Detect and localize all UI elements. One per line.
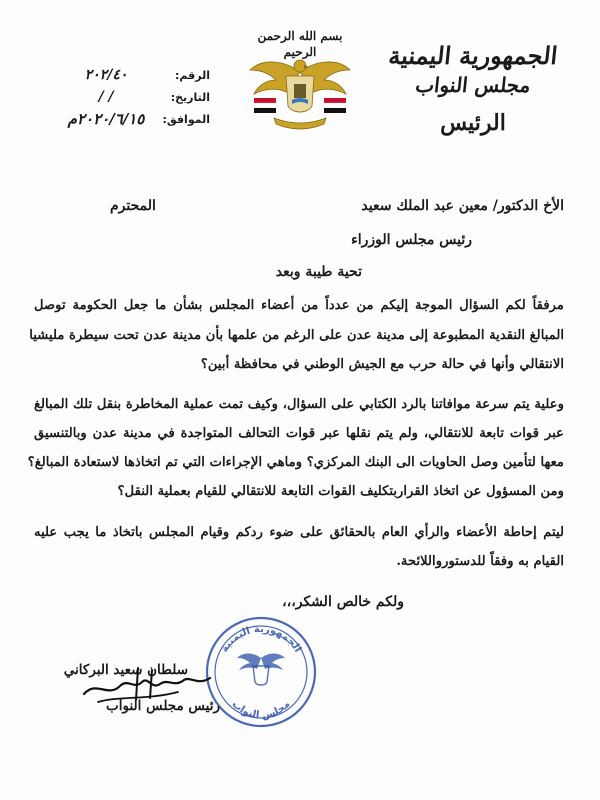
emblem-block: [240, 28, 360, 138]
addressee-name: الأخ الدكتور/ معين عبد الملك سعيد: [361, 198, 564, 214]
stamp-text-bottom: مجلس النواب: [229, 698, 293, 722]
reference-block: [60, 64, 210, 130]
official-stamp: [203, 614, 319, 730]
stamp-text-top: الجمهورية اليمنية: [219, 623, 303, 655]
office-title: الرئيس: [440, 110, 506, 136]
paragraph-1-line-2: المبالغ النقدية المطبوعة إلى مدينة عدن على الرغم من علمها بأن مدينة عدن تحت سيطرة مليشيا: [29, 328, 564, 343]
yemen-eagle-emblem-icon: [248, 50, 352, 136]
closing: ولكم خالص الشكر،،،: [282, 594, 404, 610]
paragraph-3-line-2: القيام به وفقاً للدستورواللائحة.: [396, 554, 564, 569]
paragraph-2-line-3: معها لتأمين وصل الحاويات الى البنك المركزي؟ وماهي الإجراءات التي تم اتخاذها لاستعادة المبالغ؟: [27, 455, 564, 470]
reference-number-row: [60, 64, 210, 86]
council-name: مجلس النواب: [414, 73, 532, 97]
republic-name: الجمهورية اليمنية: [387, 41, 559, 70]
signatory-title: رئيس مجلس النواب: [106, 698, 220, 714]
paragraph-1-line-3: الانتقالي وأنها في حالة حرب مع الجيش الوطني في محافظة أبين؟: [200, 357, 564, 372]
reference-corresponding-row: [60, 108, 210, 130]
paragraph-2-line-4: ومن المسؤول عن اتخاذ القراربتكليف القوات التابعة للانتقالي للقيام بعملية النقل؟: [117, 484, 564, 499]
reference-date-row: [60, 86, 210, 108]
reference-number-value: ٢٠٢/٤٠: [84, 67, 128, 83]
paragraph-2-line-2: عبر قوات تابعة للانتقالي، ولم يتم نقلها عبر قوات التحالف المتواجدة في مدينة عدن وبالتنسيق: [34, 426, 564, 441]
basmala: بسم الله الرحمن الرحيم: [257, 29, 343, 59]
greeting: تحية طيبة وبعد: [275, 264, 362, 280]
svg-text:مجلس النواب: [230, 699, 293, 722]
addressee-title: رئيس مجلس الوزراء: [351, 232, 472, 248]
reference-corresponding-label: الموافق:: [162, 112, 210, 126]
reference-number-label: الرقم:: [175, 68, 210, 82]
letterhead-right: [378, 40, 568, 138]
paragraph-1-line-1: مرفقاً لكم السؤال الموجة إليكم من عدداً من أعضاء المجلس بشأن ما جعل الحكومة توصل: [34, 298, 564, 313]
reference-corresponding-value: ٢٠٢٠/٦/١٥م: [67, 110, 145, 128]
paragraph-2-line-1: وعلية يتم سرعة موافاتنا بالرد الكتابي على السؤال، وكيف تمت عملية المخاطرة بنقل تلك المبالغ: [34, 397, 564, 412]
svg-text:الجمهورية اليمنية: [219, 624, 303, 655]
signatory-name: سلطان سعيد البركاني: [63, 662, 188, 678]
reference-date-value: / /: [98, 89, 114, 105]
addressee-honorific: المحترم: [110, 198, 156, 214]
reference-date-label: التاريخ:: [170, 90, 210, 104]
paragraph-3-line-1: ليتم إحاطة الأعضاء والرأي العام بالحقائق على ضوء ردكم وقيام المجلس باتخاذ ما يجب عليه: [34, 525, 564, 540]
